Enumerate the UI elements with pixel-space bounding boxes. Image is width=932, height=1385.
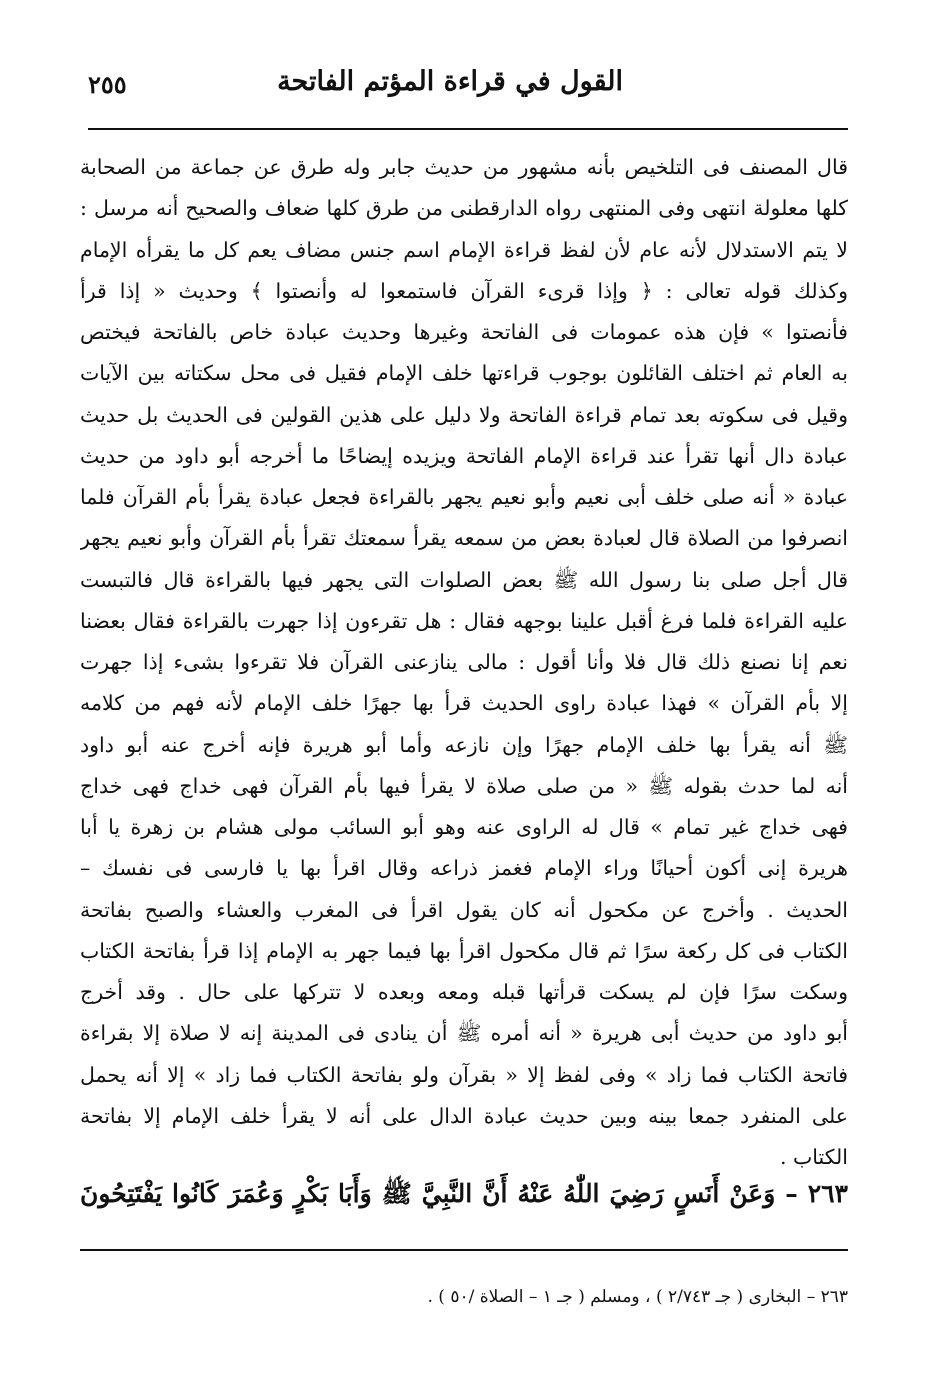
running-title: القول في قراءة المؤتم الفاتحة [277, 66, 623, 97]
text-line: وكذلك قوله تعالى : ﴿ وإذا قرىء القرآن فاستمعوا له وأنصتوا ﴾ وحديث « إذا قرأ [80, 278, 848, 303]
text-line: فهى خداج غير تمام » قال له الراوى عنه وهو أبو السائب مولى هشام بن زهرة يا أبا [80, 815, 848, 839]
text-line: وقيل فى سكوته بعد تمام قراءة الفاتحة ولا دليل على هذين القولين فى الحديث بل حديث [80, 402, 848, 427]
text-line: الكتاب فى كل ركعة سرًا ثم قال مكحول اقرأ بها فيما جهر به الإمام إذا قرأ بفاتحة الكتاب [80, 938, 848, 963]
text-line: قال أجل صلى بنا رسول الله ﷺ بعض الصلوات التى يجهر فيها بالقراءة قال فالتبست [80, 567, 848, 592]
text-line: الحديث . وأخرج عن مكحول أنه كان يقول اقرأ فى المغرب والعشاء والصبح بفاتحة [80, 897, 848, 922]
text-line: لا يتم الاستدلال لأنه عام لأن لفظ قراءة الإمام اسم جنس مضاف يعم كل ما يقرأه الإمام [80, 237, 848, 262]
text-line: أبو داود من حديث أبى هريرة « أنه أمره ﷺ أن ينادى فى المدينة إنه لا صلاة إلا بقراءة [80, 1021, 848, 1046]
text-line: به العام ثم اختلف القائلون بوجوب قراءتها خلف الإمام فقيل فى محل سكتاته بين الآيات [80, 361, 848, 386]
text-line: انصرفوا من الصلاة قال لعبادة بعض من سمعه يقرأ سمعتك تقرأ بأم القرآن وأبو نعيم يجهر [80, 526, 848, 551]
footnote-rule [80, 1249, 848, 1251]
page-header [88, 66, 848, 110]
body-text [80, 147, 848, 1178]
text-line: على المنفرد جمعا بينه وبين حديث عبادة الدال على أنه لا يقرأ خلف الإمام إلا بفاتحة [80, 1103, 848, 1128]
page-number: ٢٥٥ [88, 70, 127, 99]
footnote: ٢٦٣ – البخارى ( جـ ٢/٧٤٣ ) ، ومسلم ( جـ ١ – الصلاة /٥٠ ) . [427, 1287, 848, 1307]
header-rule [88, 128, 848, 130]
text-line: إلا بأم القرآن » فهذا عبادة راوى الحديث قرأ بها جهرًا خلف الإمام لأنه فهم من كلامه [80, 691, 848, 716]
hadith-text: ٢٦٣ – وَعَنْ أَنَسٍ رَضِيَ اللّٰهُ عَنْهُ أَنَّ النَّبِيَّ ﷺ وَأَبَا بَكْرٍ وَعُمَرَ كَانُوا يَفْتَتِحُونَ [80, 1179, 848, 1208]
text-line: عبادة دال أنها تقرأ عند قراءة الإمام الفاتحة ويزيده إيضاحًا ما أخرجه أبو داود من حديث [80, 443, 848, 468]
text-line: نعم إنا نصنع ذلك قال فلا وأنا أقول : مالى ينازعنى القرآن فلا تقرءوا بشىء إذا جهرت [80, 650, 848, 674]
text-line: فاتحة الكتاب فما زاد » وفى لفظ إلا « بقرآن ولو بفاتحة الكتاب فما زاد » إلا أنه يحمل [80, 1062, 848, 1087]
text-line: وسكت سرًا فإن لم يسكت قرأتها قبله ومعه وبعده لا تتركها على حال . وقد أخرج [80, 980, 848, 1004]
text-line: الكتاب . [779, 1145, 848, 1169]
text-line: عبادة « أنه صلى خلف أبى نعيم وأبو نعيم يجهر بالقراءة فجعل عبادة يقرأ بأم القرآن فلما [80, 485, 848, 509]
text-line: قال المصنف فى التلخيص بأنه مشهور من حديث جابر وله طرق عن جماعة من الصحابة [80, 155, 848, 179]
text-line: فأنصتوا » فإن هذه عمومات فى الفاتحة وغيرها وحديث عبادة خاص بالفاتحة فيختص [80, 320, 848, 344]
text-line: هريرة إنى أكون أحيانًا وراء الإمام فغمز ذراعه وقال اقرأ بها يا فارسى فى نفسك – [80, 856, 848, 881]
text-line: ﷺ أنه يقرأ بها خلف الإمام جهرًا وإن نازعه وأما أبو هريرة فإنه أخرج عنه أبو داود [80, 732, 848, 757]
text-line: كلها معلولة انتهى وفى المنتهى رواه الدارقطنى من طرق كلها ضعاف والصحيح أنه مرسل : [80, 196, 848, 221]
text-line: عليه القراءة فلما فرغ أقبل علينا بوجهه فقال : هل تقرءون إذا جهرت بالقراءة فقال بعضنا [80, 608, 848, 633]
text-line: أنه لما حدث بقوله ﷺ « من صلى صلاة لا يقرأ فيها بأم القرآن فهى خداج فهى خداج [80, 773, 848, 798]
